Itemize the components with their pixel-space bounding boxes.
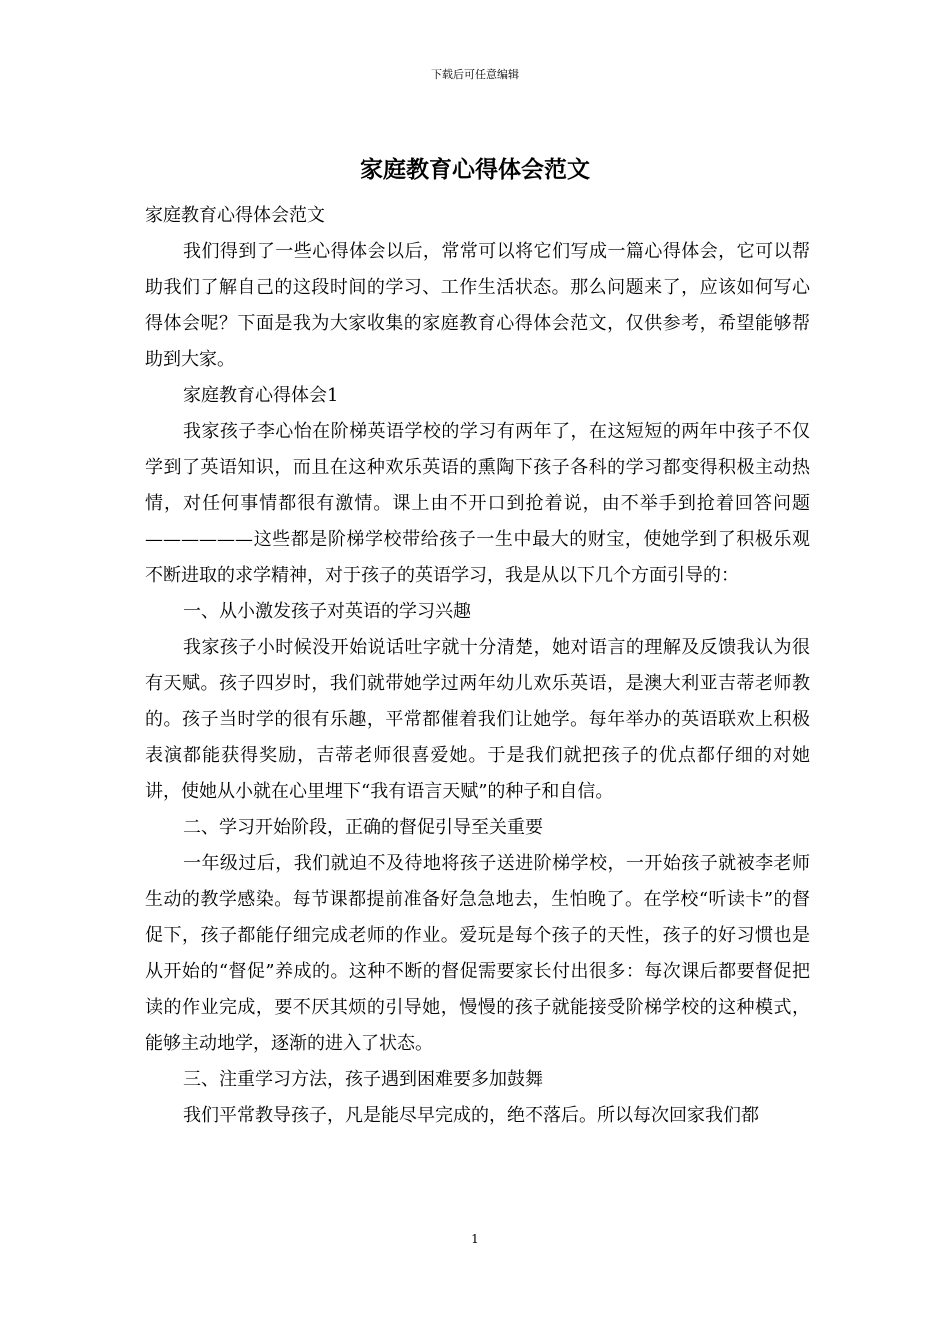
- page-number: 1: [471, 1232, 479, 1246]
- paragraph: 我们平常教导孩子，凡是能尽早完成的，绝不落后。所以每次回家我们都: [183, 1105, 759, 1126]
- section-heading: 三、注重学习方法，孩子遇到困难要多加鼓舞: [183, 1069, 543, 1090]
- section-heading: 家庭教育心得体会1: [183, 385, 339, 406]
- paragraph: 一年级过后，我们就迫不及待地将孩子送进阶梯学校，一开始孩子就被李老师生动的教学感染。每节课都提前准备好急急地去，生怕晚了。在学校“听读卡”的督促下，孩子都能仔细完成老师的作业。爱玩是每个孩子的天性，孩子的好习惯也是从开始的“督促”养成的。这种不断的督促需要家长付出很多：每次课后都要督促把读的作业完成，要不厌其烦的引导她，慢慢的孩子就能接受阶梯学校的这种模式，能够主动地学，逐渐的进入了状态。: [145, 853, 810, 1054]
- document-title: 家庭教育心得体会范文: [360, 156, 590, 183]
- header-note: 下载后可任意编辑: [431, 68, 519, 81]
- section-heading: 一、从小激发孩子对英语的学习兴趣: [183, 601, 471, 622]
- paragraph-subtitle: 家庭教育心得体会范文: [145, 205, 325, 226]
- paragraph: 我家孩子小时候没开始说话吐字就十分清楚，她对语言的理解及反馈我认为很有天赋。孩子四岁时，我们就带她学过两年幼儿欢乐英语，是澳大利亚吉蒂老师教的。孩子当时学的很有乐趣，平常都催着我们让她学。每年举办的英语联欢上积极表演都能获得奖励，吉蒂老师很喜爱她。于是我们就把孩子的优点都仔细的对她讲，使她从小就在心里埋下“我有语言天赋”的种子和自信。: [145, 637, 810, 802]
- paragraph-intro: 我们得到了一些心得体会以后，常常可以将它们写成一篇心得体会，它可以帮助我们了解自己的这段时间的学习、工作生活状态。那么问题来了，应该如何写心得体会呢？下面是我为大家收集的家庭教育心得体会范文，仅供参考，希望能够帮助到大家。: [145, 241, 810, 370]
- paragraph: 我家孩子李心怡在阶梯英语学校的学习有两年了，在这短短的两年中孩子不仅学到了英语知识，而且在这种欢乐英语的熏陶下孩子各科的学习都变得积极主动热情，对任何事情都很有激情。课上由不开口到抢着说，由不举手到抢着回答问题——————这些都是阶梯学校带给孩子一生中最大的财宝，使她学到了积极乐观不断进取的求学精神，对于孩子的英语学习，我是从以下几个方面引导的：: [145, 421, 810, 586]
- section-heading: 二、学习开始阶段，正确的督促引导至关重要: [183, 817, 543, 838]
- document-body: [145, 198, 810, 1134]
